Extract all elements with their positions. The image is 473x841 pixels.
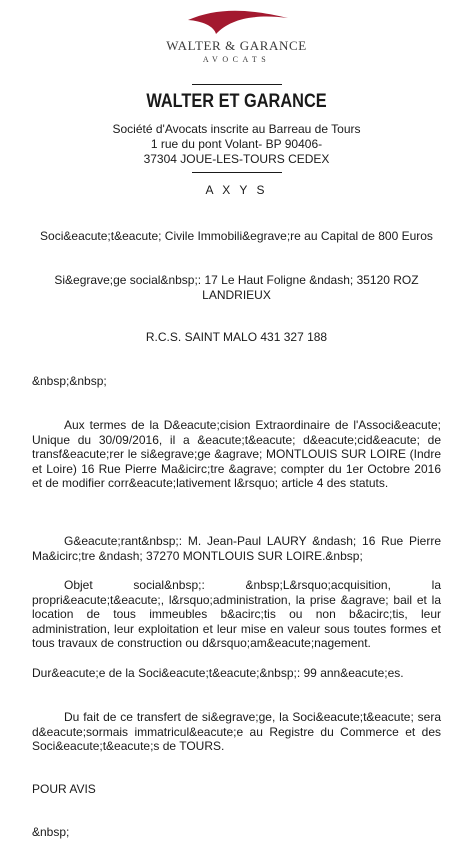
company-type: Soci&eacute;t&eacute; Civile Immobili&egrave;re au Capital de 800 Euros [40,229,433,243]
nbsp-line: &nbsp;&nbsp; [32,374,107,388]
walter-garance-logo-icon [186,10,290,34]
paragraph-objet: Objet social&nbsp;: &nbsp;L&rsquo;acquisition, la propri&eacute;t&eacute;, l&rsquo;administration, la prise &agrave; bail et la location de tous immeubles b&acirc;tis ou non b&acirc;tis, leur administration, leur exploitation et leur mise en valeur sous toutes formes et tous travaux de construction ou d&rsquo;am&eacute;nagement. [32,578,441,650]
registered-office-line-2: LANDRIEUX [202,288,271,302]
address-line-1: Société d'Avocats inscrite au Barreau de Tours [112,122,361,136]
address-line-2: 1 rue du pont Volant- BP 90406- [150,137,323,151]
registered-office-line-1: Si&egrave;ge social&nbsp;: 17 Le Haut Foligne &ndash; 35120 ROZ [54,273,419,287]
address-line-3: 37304 JOUE-LES-TOURS CEDEX [143,152,330,166]
brand-subtitle: AVOCATS [202,55,271,64]
divider-bottom [192,172,282,173]
pour-avis: POUR AVIS [32,782,96,796]
paragraph-duree: Dur&eacute;e de la Soci&eacute;t&eacute;&nbsp;: 99 ann&eacute;es. [32,666,404,680]
divider-top [192,84,282,85]
paragraph-decision: Aux termes de la D&eacute;cision Extraordinaire de l'Associ&eacute; Unique du 30/09/2016, il a &eacute;t&eacute; d&eacute;cid&eacute; de transf&eacute;rer le si&egrave;ge &agrave; MONTLOUIS SUR LOIRE (Indre et Loire) 16 Rue Pierre Ma&icirc;tre &agrave; compter du 1er Octobre 2016 et de modifier corr&eacute;lativement l&rsquo; article 4 des statuts. [32,418,441,490]
company-name: A X Y S [205,183,268,197]
firm-title: WALTER ET GARANCE [146,91,327,112]
paragraph-transfert: Du fait de ce transfert de si&egrave;ge, la Soci&eacute;t&eacute; sera d&eacute;sormais immatricul&eacute;e au Registre du Commerce et des Soci&eacute;t&eacute;s de TOURS. [32,710,441,753]
final-nbsp: &nbsp; [32,825,70,839]
rcs-number: R.C.S. SAINT MALO 431 327 188 [145,330,328,344]
brand-name: WALTER & GARANCE [166,38,307,53]
paragraph-gerant: G&eacute;rant&nbsp;: M. Jean-Paul LAURY &ndash; 16 Rue Pierre Ma&icirc;tre &ndash; 37270 MONTLOUIS SUR LOIRE.&nbsp; [32,534,441,563]
